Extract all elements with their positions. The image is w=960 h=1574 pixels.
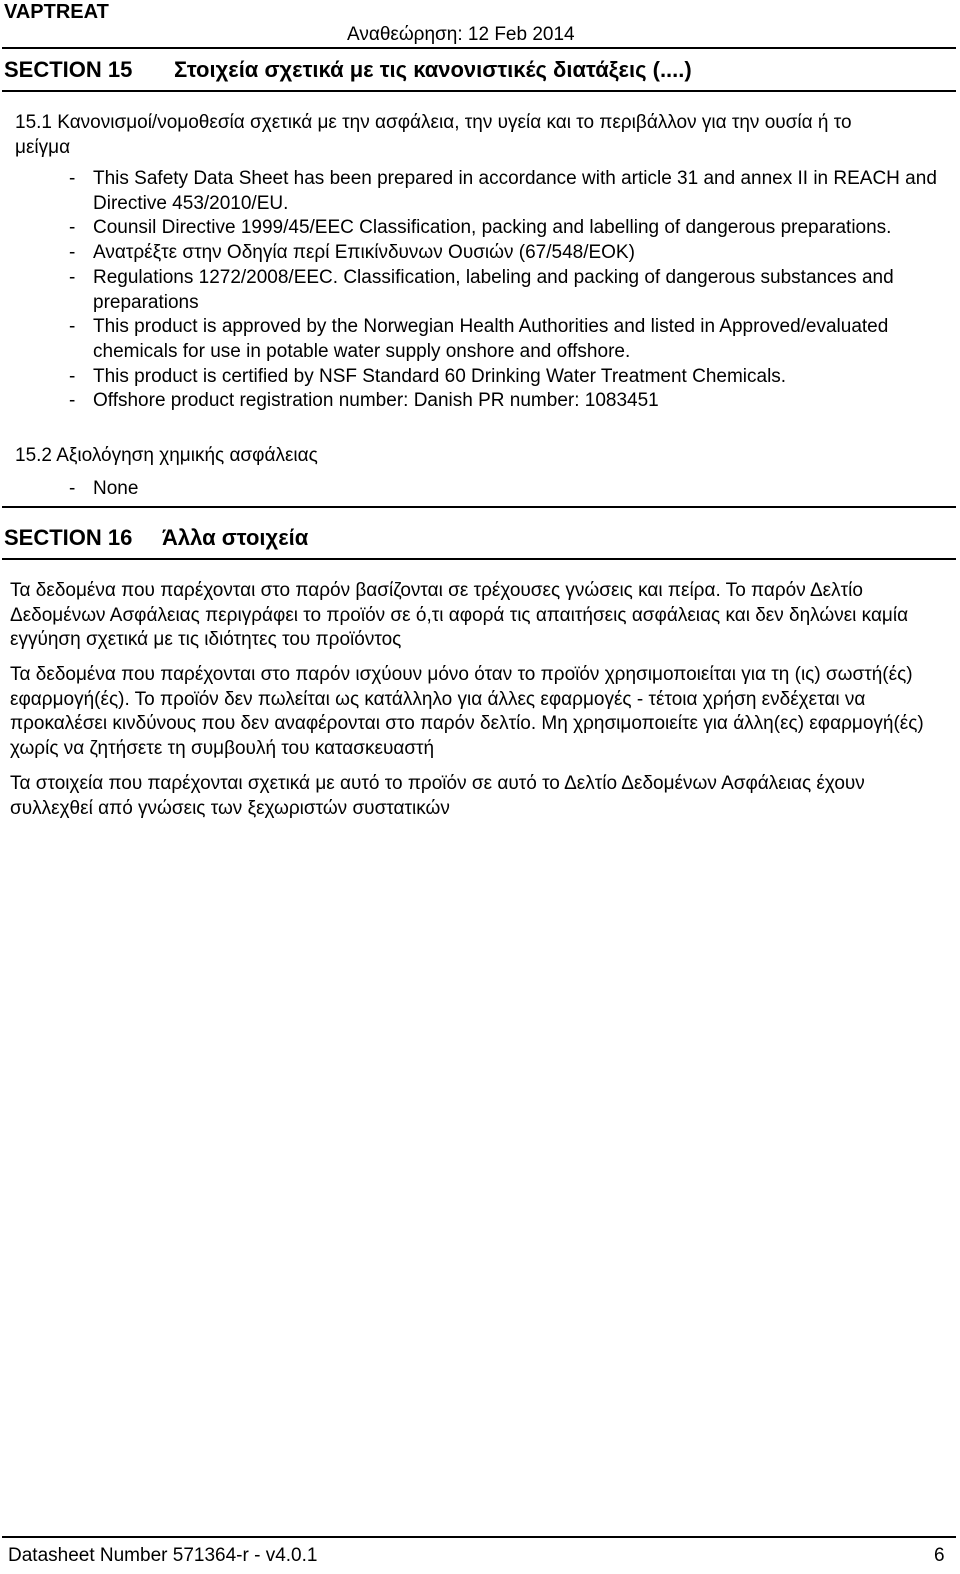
- list-dash: -: [69, 242, 76, 264]
- list-item: [69, 365, 938, 390]
- list-dash: -: [69, 478, 76, 499]
- datasheet-number: Datasheet Number 571364-r - v4.0.1: [8, 1545, 318, 1566]
- list-dash: -: [69, 217, 76, 239]
- list-item-text: Offshore product registration number: Danish PR number: 1083451: [93, 390, 659, 412]
- subsection-15-1-heading-cont: μείγμα: [15, 137, 71, 158]
- section-15-title: Στοιχεία σχετικά με τις κανονιστικές διατάξεις (....): [174, 57, 692, 82]
- footer-divider: [2, 1536, 956, 1538]
- list-dash: -: [69, 266, 76, 288]
- subsection-15-2-heading: 15.2 Αξιολόγηση χημικής ασφάλειας: [15, 445, 318, 466]
- section-15-divider: [2, 90, 956, 92]
- page-number: 6: [934, 1545, 945, 1566]
- list-item-text: Regulations 1272/2008/EEC. Classification, labeling and packing of dangerous substances and preparations: [93, 266, 894, 313]
- other-info-paragraph: Τα στοιχεία που παρέχονται σχετικά με αυτό το προϊόν σε αυτό το Δελτίο Δεδομένων Ασφάλειας έχουν συλλεχθεί από γνώσεις των ξεχωριστών συστατικών: [10, 773, 865, 819]
- list-item-text: Counsil Directive 1999/45/EEC Classification, packing and labelling of dangerous preparations.: [93, 217, 892, 239]
- subsection-15-1-heading: 15.1 Κανονισμοί/νομοθεσία σχετικά με την ασφάλεια, την υγεία και το περιβάλλον για την ουσία ή το: [15, 112, 852, 133]
- list-item-text: None: [93, 478, 139, 499]
- company-name: VAPTREAT: [4, 1, 109, 23]
- regulations-list: [69, 167, 938, 414]
- list-item: [69, 167, 938, 216]
- list-item: [69, 266, 938, 315]
- list-item-text: This Safety Data Sheet has been prepared in accordance with article 31 and annex II in REACH and Directive 453/2010/EU.: [93, 168, 937, 214]
- list-item-text: This product is approved by the Norwegian Health Authorities and listed in Approved/evaluated chemicals for use in potable water supply onshore and offshore.: [93, 316, 889, 362]
- other-info-paragraph: Τα δεδομένα που παρέχονται στο παρόν ισχύουν μόνο όταν το προϊόν χρησιμοποιείται για τη (ις) σωστή(ές) εφαρμογή(ές). Το προϊόν δεν πωλείται ως κατάλληλο για άλλες εφαρμογές - τέτοια χρήση ενδέχεται να προκαλέσει κινδύνους που δεν αναφέρονται στο παρόν δελτίο. Μη χρησιμοποιείτε για άλλη(ες) εφαρμογή(ές) χωρίς να ζητήσετε τη συμβουλή του κατασκευαστή: [10, 664, 924, 759]
- section-16-title: Άλλα στοιχεία: [162, 525, 309, 550]
- list-item: [69, 477, 938, 502]
- other-info-paragraph: Τα δεδομένα που παρέχονται στο παρόν βασίζονται σε τρέχουσες γνώσεις και πείρα. Το παρόν Δελτίο Δεδομένων Ασφάλειας περιγράφει το προϊόν σε ό,τι αφορά τις απαιτήσεις ασφάλειας και δεν δηλώνει καμία εγγύηση σχετικά με τις ιδιότητες του προϊόντος: [10, 580, 909, 650]
- list-dash: -: [69, 168, 76, 189]
- list-dash: -: [69, 365, 76, 387]
- section-16-heading: [4, 525, 308, 551]
- list-dash: -: [69, 390, 76, 412]
- list-item: [69, 216, 938, 241]
- list-item: [69, 389, 938, 414]
- list-item-text: Ανατρέξτε στην Οδηγία περί Επικίνδυνων Ουσιών (67/548/EOK): [93, 242, 635, 264]
- list-item: [69, 241, 938, 266]
- revision-date: Αναθεώρηση: 12 Feb 2014: [347, 24, 575, 45]
- chemical-safety-list: [69, 477, 938, 502]
- section-15-number: SECTION 15: [4, 57, 133, 82]
- section-16-number: SECTION 16: [4, 525, 133, 550]
- section-16-divider: [2, 558, 956, 560]
- section-15-heading: [4, 57, 692, 83]
- section-16-top-divider: [2, 506, 956, 508]
- list-dash: -: [69, 316, 76, 338]
- list-item: [69, 315, 938, 364]
- list-item-text: This product is certified by NSF Standard 60 Drinking Water Treatment Chemicals.: [93, 365, 787, 387]
- header-divider: [2, 47, 956, 49]
